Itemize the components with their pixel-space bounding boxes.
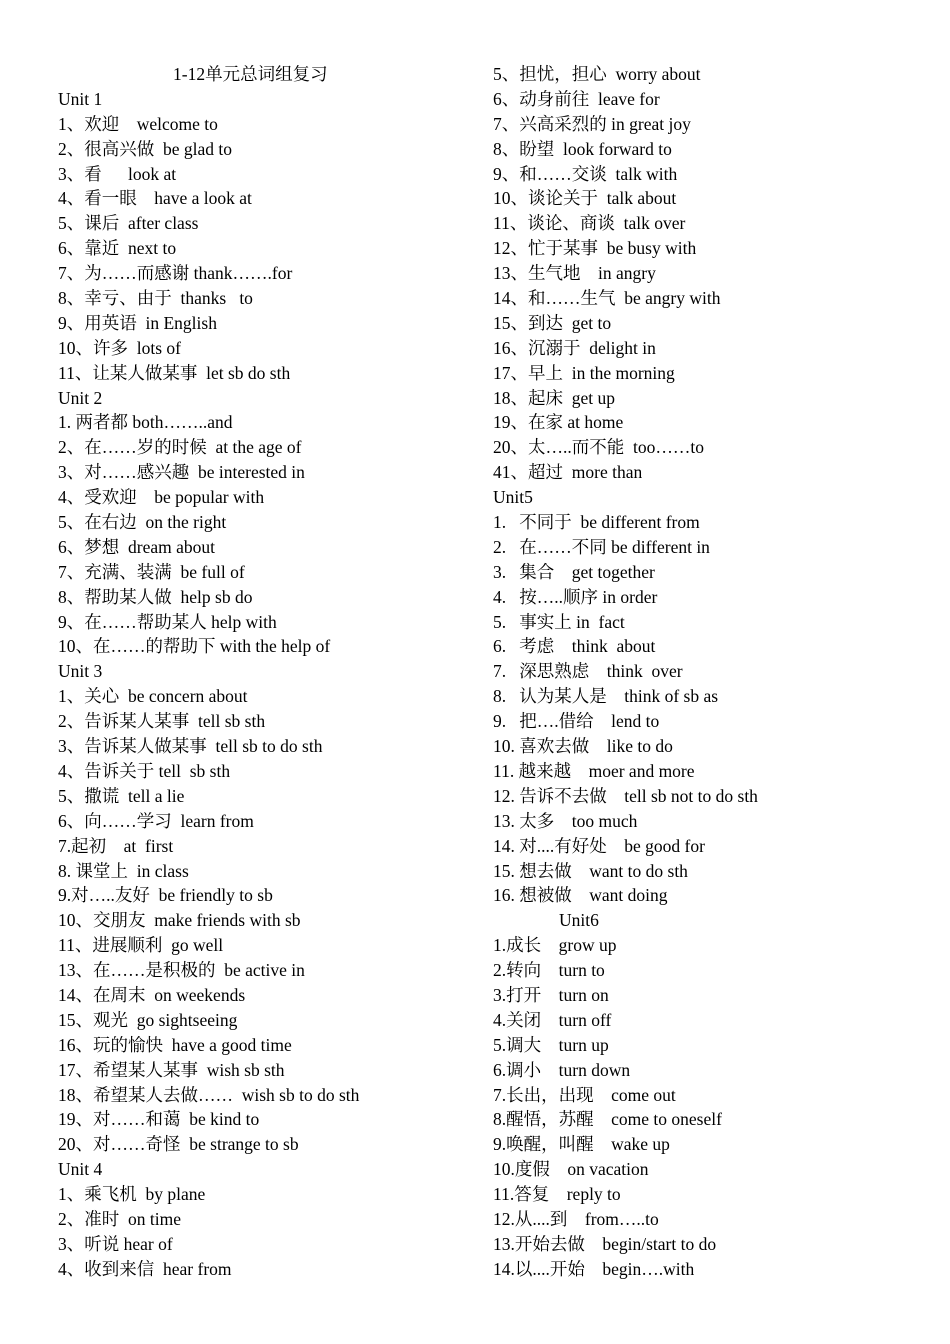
phrase-line: 8、帮助某人做 help sb do (58, 586, 253, 607)
phrase-line: 10、谈论关于 talk about (493, 188, 677, 209)
phrase-line: 3、对……感兴趣 be interested in (58, 462, 305, 483)
phrase-line: 4、告诉关于 tell sb sth (58, 760, 231, 781)
phrase-line: 6. 考虑 think about (493, 636, 656, 657)
phrase-line: 3、看 look at (58, 163, 177, 184)
left-column (58, 62, 478, 1282)
phrase-line: 9. 把….借给 lend to (493, 711, 660, 732)
phrase-line: 10、许多 lots of (58, 337, 181, 358)
phrase-line: 10、在……的帮助下 with the help of (58, 636, 331, 657)
phrase-line: 6.调小 turn down (493, 1059, 631, 1080)
phrase-line: 18、起床 get up (493, 387, 616, 408)
phrase-line: 5、在右边 on the right (58, 512, 227, 533)
phrase-line: 10. 喜欢去做 like to do (493, 736, 673, 757)
phrase-line: 3. 集合 get together (493, 561, 655, 582)
phrase-line: 4、收到来信 hear from (58, 1258, 232, 1279)
phrase-line: 15. 想去做 want to do sth (493, 860, 688, 881)
phrase-line: 4.关闭 turn off (493, 1009, 612, 1030)
phrase-line: 6、向……学习 learn from (58, 810, 254, 831)
phrase-line: 9、用英语 in English (58, 312, 217, 333)
phrase-line: 3、听说 hear of (58, 1233, 173, 1254)
phrase-line: 17、早上 in the morning (493, 362, 675, 383)
phrase-line: 4、看一眼 have a look at (58, 188, 252, 209)
phrase-line: 19、在家 at home (493, 412, 624, 433)
phrase-line: 3.打开 turn on (493, 984, 609, 1005)
phrase-line: 2、告诉某人某事 tell sb sth (58, 711, 266, 732)
phrase-line: 7、为……而感谢 thank…….for (58, 263, 293, 284)
phrase-line: 1. 两者都 both……..and (58, 412, 233, 433)
phrase-line: 15、观光 go sightseeing (58, 1009, 238, 1030)
phrase-line: 12、忙于某事 be busy with (493, 238, 697, 259)
phrase-line: 2.转向 turn to (493, 960, 605, 981)
phrase-line: 20、对……奇怪 be strange to sb (58, 1134, 299, 1155)
unit-heading: Unit5 (493, 487, 533, 508)
phrase-line: 14. 对....有好处 be good for (493, 835, 705, 856)
phrase-line: 9.对…..友好 be friendly to sb (58, 885, 273, 906)
phrase-line: 8、幸亏、由于 thanks to (58, 288, 253, 309)
phrase-line: 1.成长 grow up (493, 935, 617, 956)
phrase-line: 5、课后 after class (58, 213, 199, 234)
phrase-line: 1、乘飞机 by plane (58, 1184, 206, 1205)
phrase-line: 13、在……是积极的 be active in (58, 960, 305, 981)
phrase-line: 17、希望某人某事 wish sb sth (58, 1059, 285, 1080)
unit-heading: Unit 4 (58, 1159, 103, 1180)
phrase-line: 8. 课堂上 in class (58, 860, 189, 881)
phrase-line: 2、准时 on time (58, 1208, 181, 1229)
phrase-line: 6、靠近 next to (58, 238, 177, 259)
phrase-line: 5.调大 turn up (493, 1034, 609, 1055)
unit-heading: Unit 3 (58, 661, 103, 682)
phrase-line: 6、梦想 dream about (58, 536, 215, 557)
unit-heading: Unit 2 (58, 387, 103, 408)
phrase-line: 6、动身前往 leave for (493, 88, 660, 109)
phrase-line: 8、盼望 look forward to (493, 138, 672, 159)
phrase-line: 16、玩的愉快 have a good time (58, 1034, 292, 1055)
phrase-line: 8.醒悟，苏醒 come to oneself (493, 1109, 722, 1130)
phrase-line: 9、在……帮助某人 help with (58, 611, 277, 632)
phrase-line: 20、太…..而不能 too……to (493, 437, 704, 458)
right-column (493, 62, 913, 1282)
phrase-line: 16. 想被做 want doing (493, 885, 668, 906)
phrase-line: 13、生气地 in angry (493, 263, 656, 284)
phrase-line: 11. 越来越 moer and more (493, 760, 695, 781)
phrase-line: 11、谈论、商谈 talk over (493, 213, 686, 234)
phrase-line: 5、担忧，担心 worry about (493, 64, 701, 84)
phrase-line: 11、进展顺利 go well (58, 935, 224, 956)
phrase-line: 2. 在……不同 be different in (493, 536, 710, 557)
phrase-line: 18、希望某人去做…… wish sb to do sth (58, 1084, 360, 1105)
phrase-line: 16、沉溺于 delight in (493, 337, 656, 358)
phrase-line: 1、欢迎 welcome to (58, 113, 218, 134)
phrase-line: 9、和……交谈 talk with (493, 163, 678, 184)
unit-heading: Unit6 (559, 910, 599, 931)
phrase-line: 10.度假 on vacation (493, 1159, 649, 1180)
phrase-line: 7、充满、装满 be full of (58, 561, 245, 582)
phrase-line: 41、超过 more than (493, 462, 643, 483)
phrase-line: 2、在……岁的时候 at the age of (58, 437, 302, 458)
phrase-line: 8. 认为某人是 think of sb as (493, 686, 719, 707)
phrase-line: 7.长出，出现 come out (493, 1084, 676, 1105)
phrase-line: 7、兴高采烈的 in great joy (493, 113, 691, 134)
phrase-line: 11.答复 reply to (493, 1184, 621, 1205)
phrase-line: 7.起初 at first (58, 835, 174, 856)
phrase-line: 12. 告诉不去做 tell sb not to do sth (493, 785, 758, 806)
phrase-line: 10、交朋友 make friends with sb (58, 910, 301, 931)
phrase-line: 13. 太多 too much (493, 810, 638, 831)
phrase-line: 4、受欢迎 be popular with (58, 487, 265, 508)
page-title: 1-12单元总词组复习 (173, 64, 328, 84)
phrase-line: 15、到达 get to (493, 312, 612, 333)
phrase-line: 3、告诉某人做某事 tell sb to do sth (58, 736, 323, 757)
phrase-line: 14.以....开始 begin….with (493, 1258, 695, 1279)
phrase-line: 1. 不同于 be different from (493, 512, 700, 533)
phrase-line: 2、很高兴做 be glad to (58, 138, 233, 159)
phrase-line: 14、和……生气 be angry with (493, 288, 721, 309)
phrase-line: 14、在周末 on weekends (58, 984, 246, 1005)
phrase-line: 1、关心 be concern about (58, 686, 248, 707)
unit-heading: Unit 1 (58, 88, 103, 109)
phrase-line: 13.开始去做 begin/start to do (493, 1233, 717, 1254)
phrase-line: 5. 事实上 in fact (493, 611, 625, 632)
phrase-line: 5、撒谎 tell a lie (58, 785, 185, 806)
phrase-line: 11、让某人做某事 let sb do sth (58, 362, 291, 383)
phrase-line: 19、对……和蔼 be kind to (58, 1109, 260, 1130)
phrase-line: 7. 深思熟虑 think over (493, 661, 683, 682)
phrase-line: 9.唤醒，叫醒 wake up (493, 1134, 670, 1155)
phrase-line: 4. 按…..顺序 in order (493, 586, 658, 607)
phrase-line: 12.从....到 from…..to (493, 1208, 659, 1229)
